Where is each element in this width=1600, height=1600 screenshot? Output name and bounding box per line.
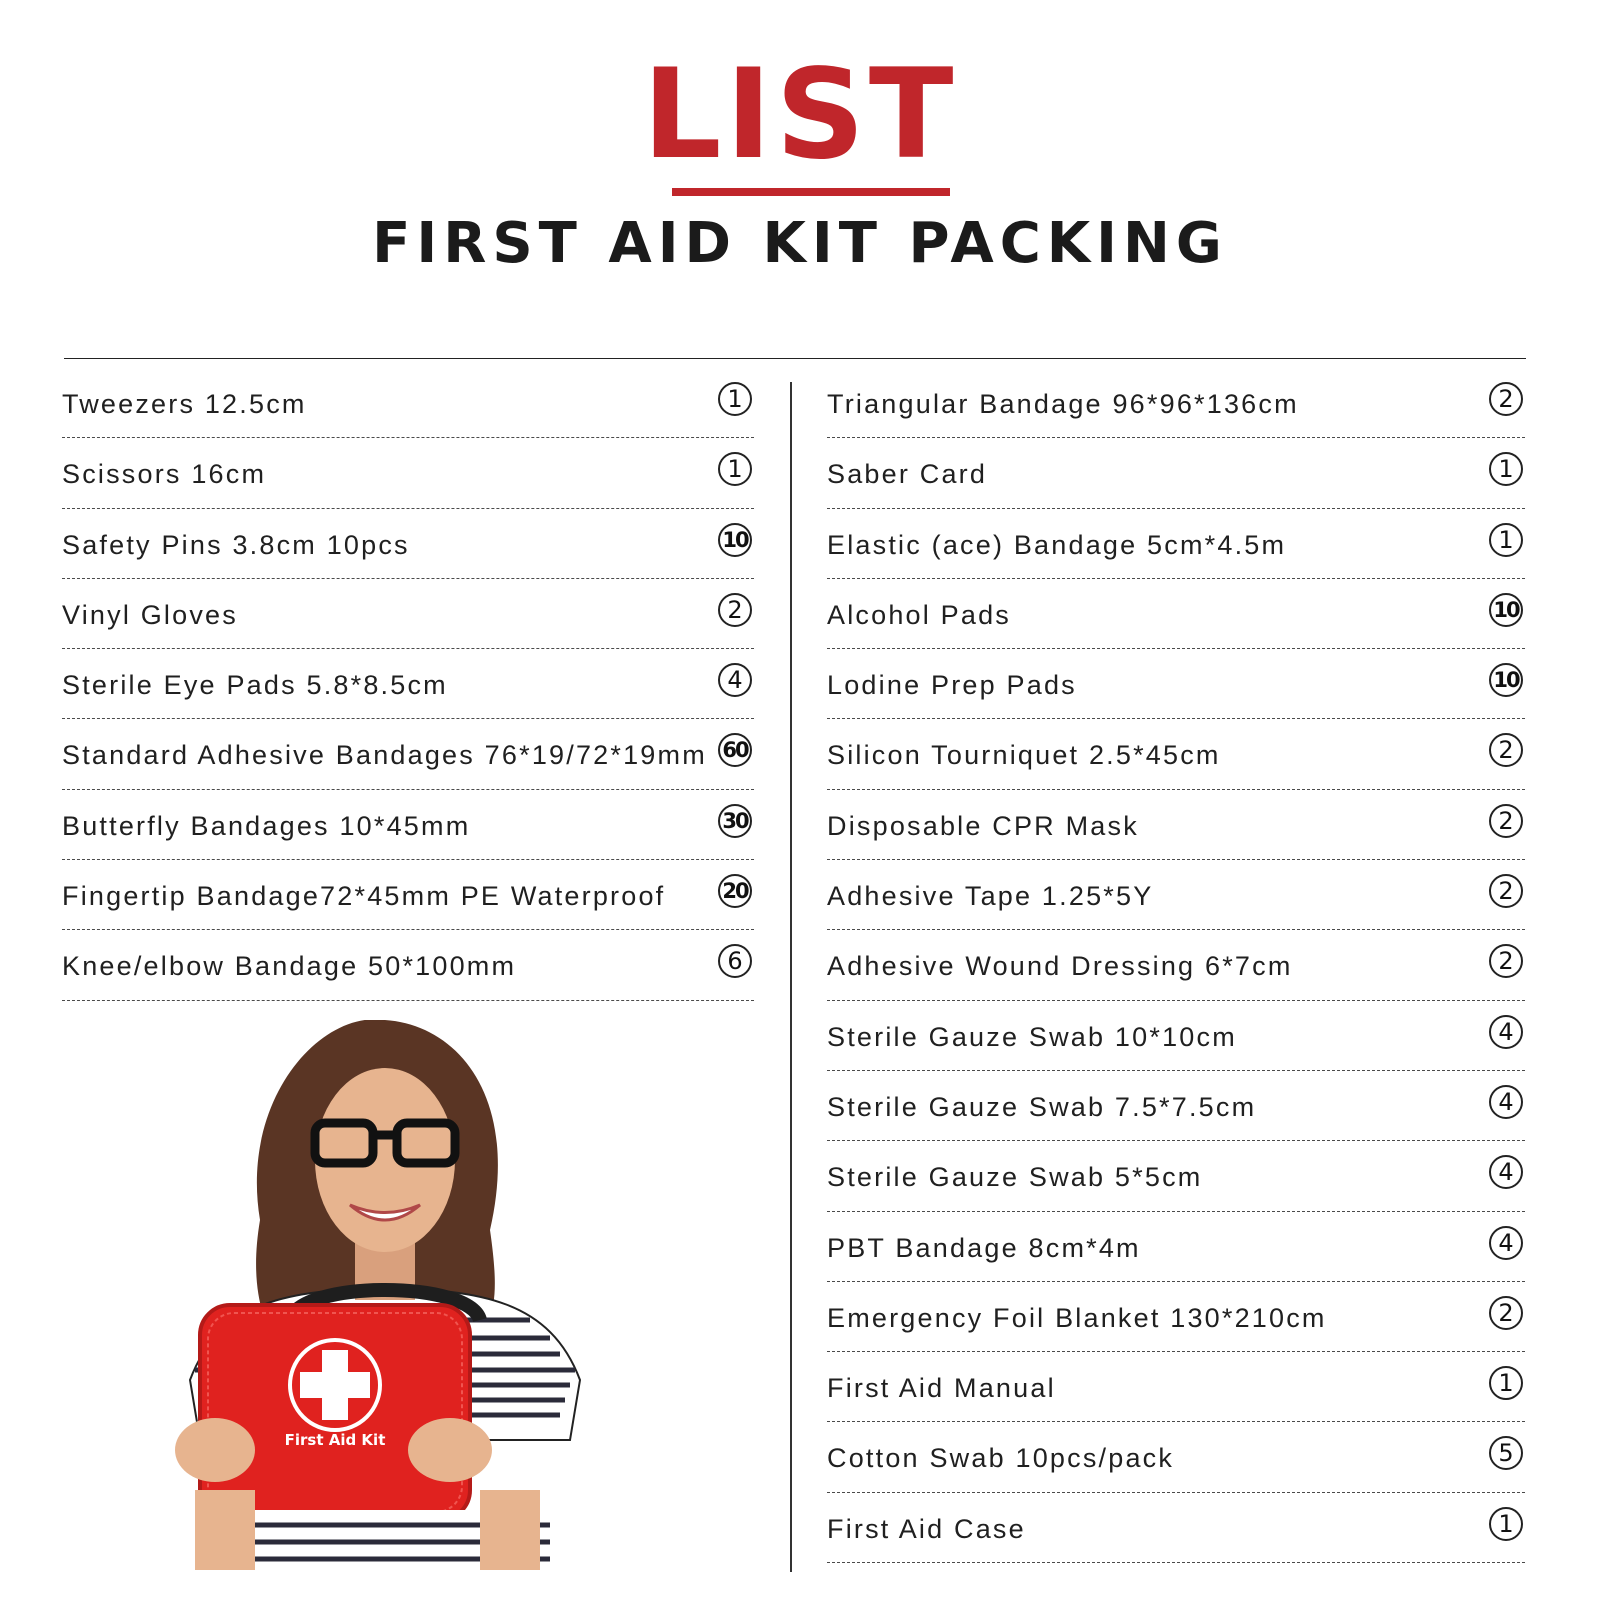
list-item [62, 509, 754, 579]
list-item [827, 860, 1525, 930]
list-item [827, 719, 1525, 789]
list-item [827, 930, 1525, 1000]
list-item [62, 930, 754, 1000]
quantity-badge: 30 [718, 804, 752, 838]
quantity-badge: 2 [1489, 804, 1523, 838]
list-item [827, 438, 1525, 508]
item-name: Sterile Eye Pads 5.8*8.5cm [62, 670, 448, 701]
item-name: Lodine Prep Pads [827, 670, 1077, 701]
list-item [827, 1493, 1525, 1563]
quantity-badge: 2 [1489, 874, 1523, 908]
item-name: Emergency Foil Blanket 130*210cm [827, 1302, 1327, 1333]
item-name: Adhesive Wound Dressing 6*7cm [827, 951, 1293, 982]
item-name: Butterfly Bandages 10*45mm [62, 810, 471, 841]
item-name: Triangular Bandage 96*96*136cm [827, 389, 1299, 419]
list-item [827, 1352, 1525, 1422]
left-hand [175, 1418, 255, 1482]
quantity-badge: 2 [1489, 944, 1523, 978]
quantity-badge: 10 [718, 523, 752, 557]
quantity-badge: 1 [718, 452, 752, 486]
list-item [827, 1282, 1525, 1352]
list-item [827, 368, 1525, 438]
list-item [62, 649, 754, 719]
quantity-badge: 10 [1489, 663, 1523, 697]
list-item [827, 649, 1525, 719]
page-subtitle: FIRST AID KIT PACKING [372, 211, 1228, 276]
list-item [62, 790, 754, 860]
item-name: Disposable CPR Mask [827, 810, 1139, 841]
list-item [62, 368, 754, 438]
list-item [62, 860, 754, 930]
item-name: Vinyl Gloves [62, 599, 238, 630]
list-item [827, 790, 1525, 860]
quantity-badge: 4 [1489, 1226, 1523, 1260]
right-item-list [827, 368, 1525, 1563]
item-name: Sterile Gauze Swab 10*10cm [827, 1021, 1237, 1052]
column-divider [790, 382, 792, 1572]
right-hand [408, 1418, 492, 1482]
item-name: First Aid Manual [827, 1373, 1056, 1404]
quantity-badge: 4 [1489, 1155, 1523, 1189]
page-title: LIST [642, 43, 958, 187]
quantity-badge: 1 [1489, 1366, 1523, 1400]
top-rule [64, 358, 1526, 359]
item-name: First Aid Case [827, 1513, 1026, 1544]
quantity-badge: 5 [1489, 1436, 1523, 1470]
item-name: PBT Bandage 8cm*4m [827, 1232, 1141, 1263]
quantity-badge: 4 [718, 663, 752, 697]
item-name: Standard Adhesive Bandages 76*19/72*19mm [62, 740, 707, 771]
quantity-badge: 1 [1489, 452, 1523, 486]
quantity-badge: 2 [1489, 382, 1523, 416]
kit-label: First Aid Kit [284, 1431, 386, 1449]
list-item [827, 1141, 1525, 1211]
quantity-badge: 4 [1489, 1015, 1523, 1049]
quantity-badge: 4 [1489, 1085, 1523, 1119]
quantity-badge: 2 [1489, 733, 1523, 767]
list-item [827, 1212, 1525, 1282]
list-item [827, 1001, 1525, 1071]
quantity-badge: 1 [1489, 523, 1523, 557]
quantity-badge: 10 [1489, 593, 1523, 627]
woman-holding-first-aid-kit-image [150, 1020, 620, 1570]
item-name: Sterile Gauze Swab 7.5*7.5cm [827, 1091, 1257, 1122]
item-name: Cotton Swab 10pcs/pack [827, 1443, 1175, 1474]
item-name: Alcohol Pads [827, 599, 1011, 630]
item-name: Knee/elbow Bandage 50*100mm [62, 951, 517, 982]
list-item [827, 579, 1525, 649]
item-name: Adhesive Tape 1.25*5Y [827, 881, 1154, 912]
item-name: Silicon Tourniquet 2.5*45cm [827, 740, 1221, 771]
left-item-list [62, 368, 754, 1001]
title-underline [672, 188, 950, 196]
item-name: Tweezers 12.5cm [62, 389, 307, 419]
item-name: Fingertip Bandage72*45mm PE Waterproof [62, 881, 666, 912]
quantity-badge: 60 [718, 733, 752, 767]
list-item [827, 509, 1525, 579]
list-item [827, 1071, 1525, 1141]
list-item [62, 579, 754, 649]
quantity-badge: 6 [718, 944, 752, 978]
quantity-badge: 1 [718, 382, 752, 416]
item-name: Elastic (ace) Bandage 5cm*4.5m [827, 529, 1287, 560]
list-item [827, 1422, 1525, 1492]
list-item [62, 719, 754, 789]
quantity-badge: 1 [1489, 1507, 1523, 1541]
item-name: Saber Card [827, 459, 988, 490]
item-name: Sterile Gauze Swab 5*5cm [827, 1162, 1203, 1193]
quantity-badge: 20 [718, 874, 752, 908]
quantity-badge: 2 [718, 593, 752, 627]
list-item [62, 438, 754, 508]
item-name: Scissors 16cm [62, 459, 267, 490]
item-name: Safety Pins 3.8cm 10pcs [62, 529, 410, 560]
quantity-badge: 2 [1489, 1296, 1523, 1330]
